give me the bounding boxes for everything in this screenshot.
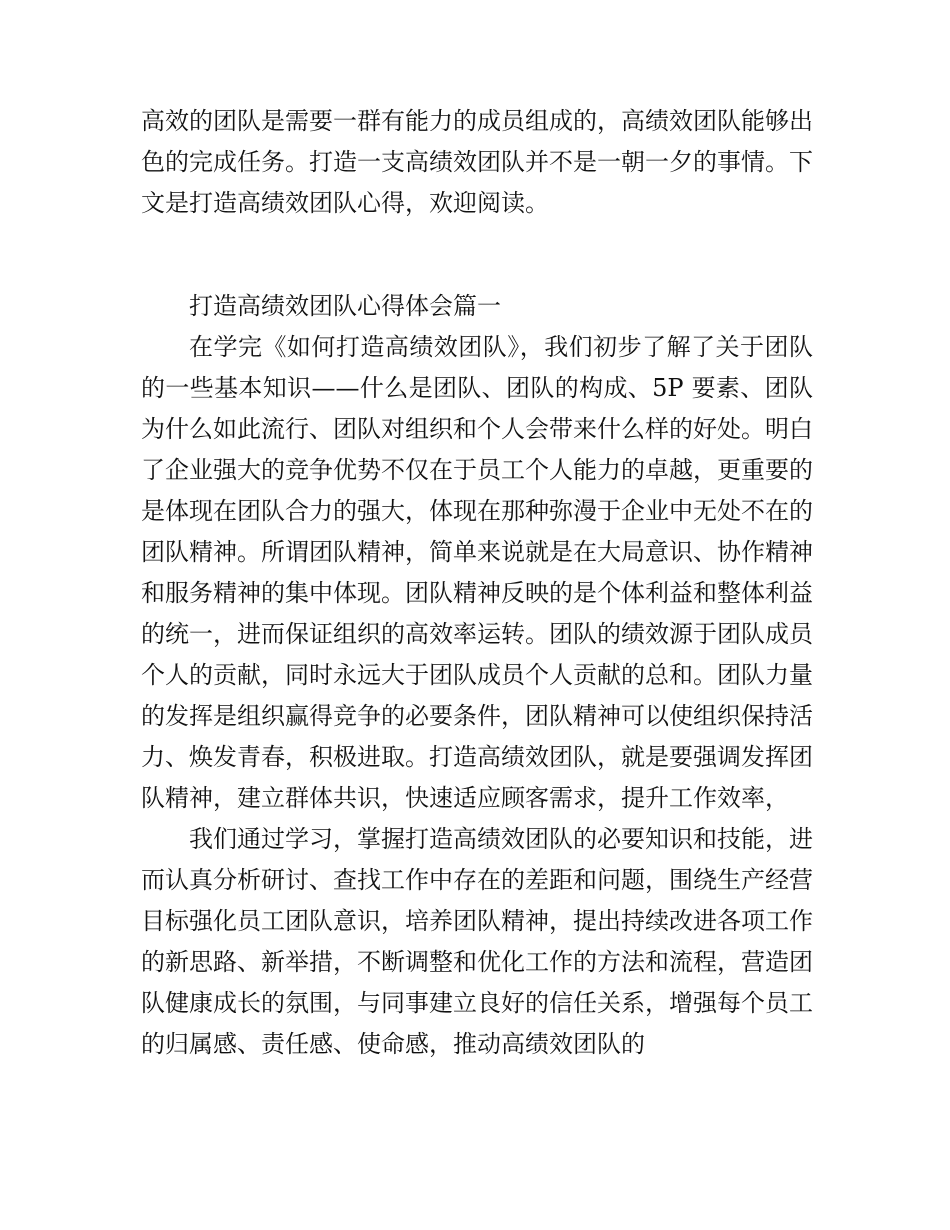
body-paragraph-2: 我们通过学习，掌握打造高绩效团队的必要知识和技能，进而认真分析研讨、查找工作中存在的差距和问题，围绕生产经营目标强化员工团队意识，培养团队精神，提出持续改进各项工作的新思路、新举措，不断调整和优化工作的方法和流程，营造团队健康成长的氛围，与同事建立良好的信任关系，增强每个员工的归属感、责任感、使命感，推动高绩效团队的 — [141, 825, 813, 1058]
section-title: 打造高绩效团队心得体会篇一 — [189, 292, 501, 320]
body-paragraph-1: 在学完《如何打造高绩效团队》，我们初步了解了关于团队的一些基本知识——什么是团队、团队的构成、5P 要素、团队为什么如此流行、团队对组织和个人会带来什么样的好处。明白了企业强大的竞争优势不仅在于员工个人能力的卓越，更重要的是体现在团队合力的强大，体现在那种弥漫于企业中无处不在的团队精神。所谓团队精神，简单来说就是在大局意识、协作精神和服务精神的集中体现。团队精神反映的是个体利益和整体利益的统一，进而保证组织的高效率运转。团队的绩效源于团队成员个人的贡献，同时永远大于团队成员个人贡献的总和。团队力量的发挥是组织赢得竞争的必要条件，团队精神可以使组织保持活力、焕发青春，积极进取。打造高绩效团队，就是要强调发挥团队精神，建立群体共识，快速适应顾客需求，提升工作效率， — [141, 333, 813, 812]
paragraph-spacer — [141, 224, 813, 286]
intro-paragraph: 高效的团队是需要一群有能力的成员组成的，高绩效团队能够出色的完成任务。打造一支高绩效团队并不是一朝一夕的事情。下文是打造高绩效团队心得，欢迎阅读。 — [141, 107, 813, 217]
document-page — [141, 101, 813, 1065]
